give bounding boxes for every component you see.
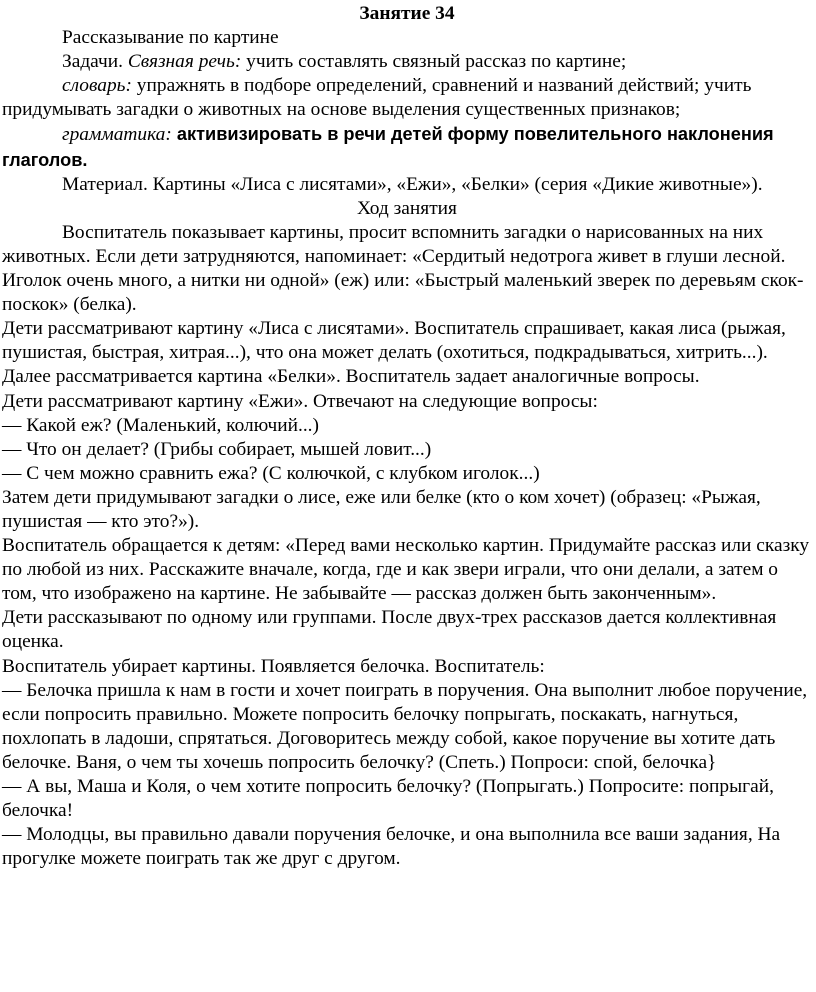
lesson-body <box>2 221 812 872</box>
body-paragraph: — Молодцы, вы правильно давали поручения белочке, и она выполнила все ваши задания, На прогулке можете поиграть так же друг с другом. <box>2 824 781 870</box>
body-paragraph: Воспитатель убирает картины. Появляется белочка. Воспитатель: <box>2 655 545 677</box>
body-paragraph: Воспитатель обращается к детям: «Перед вами несколько картин. Придумайте рассказ или сказку по любой из них. Расскажите вначале, когда, где и как звери играли, что они делали, а затем о том, что изображено на картине. Не забывайте — рассказ должен быть законченным». <box>2 535 810 605</box>
body-paragraph: — Какой еж? (Маленький, колючий...) <box>2 414 319 436</box>
body-paragraph: — А вы, Маша и Коля, о чем хотите попросить белочку? (Попрыгать.) Попросите: попрыгай, белочка! <box>2 776 774 822</box>
section-heading: Ход занятия <box>357 197 457 219</box>
body-paragraph: — Белочка пришла к нам в гости и хочет поиграть в поручения. Она выполнит любое поручение, если попросить правильно. Можете попросить белочку попрыгать, поскакать, нагнуться, похлопать в ладоши, спрятаться. Договоритесь между собой, какое поручение вы хотите дать белочке. Ваня, о чем ты хочешь попросить белочку? (Спеть.) Попроси: спой, белочка} <box>2 679 808 773</box>
speech-text: учить составлять связный рассказ по картине; <box>241 51 627 73</box>
grammar-text: активизировать в речи детей форму повелительного наклонения глаголов. <box>2 124 774 170</box>
tasks-lead: Задачи. <box>62 51 128 73</box>
vocab-label: словарь: <box>62 75 132 97</box>
tasks-grammar <box>2 122 812 172</box>
grammar-label: грамматика: <box>62 124 172 146</box>
tasks-vocab <box>2 74 812 122</box>
material: Материал. Картины «Лиса с лисятами», «Ежи», «Белки» (серия «Дикие животные»). <box>62 173 763 195</box>
body-paragraph: — С чем можно сравнить ежа? (С колючкой, с клубком иголок...) <box>2 462 540 484</box>
lesson-subtitle: Рассказывание по картине <box>62 27 279 49</box>
body-paragraph: Воспитатель показывает картины, просит вспомнить загадки о нарисованных на них животных. Если дети затрудняются, напоминает: «Сердитый недотрога живет в глуши лесной. Иголок очень много, а нитки ни одной» (еж) или: «Быстрый маленький зверек по деревьям скок-поскок» (белка). <box>2 221 804 316</box>
body-paragraph: Дети рассказывают по одному или группами. После двух-трех рассказов дается коллективная оценка. <box>2 607 777 653</box>
body-paragraph: — Что он делает? (Грибы собирает, мышей ловит...) <box>2 438 432 460</box>
body-paragraph: Затем дети придумывают загадки о лисе, еже или белке (кто о ком хочет) (образец: «Рыжая, пушистая — кто это?»). <box>2 486 761 532</box>
body-paragraph: Дети рассматривают картину «Ежи». Отвечают на следующие вопросы: <box>2 390 598 412</box>
speech-label: Связная речь: <box>127 51 242 73</box>
body-paragraph: Дети рассматривают картину «Лиса с лисятами». Воспитатель спрашивает, какая лиса (рыжая, пушистая, быстрая, хитрая...), что она может делать (охотиться, подкрадываться, хитрить...). Далее рассматривается картина «Белки». Воспитатель задает аналогичные вопросы. <box>2 318 786 388</box>
tasks-speech <box>2 50 812 74</box>
lesson-title: Занятие 34 <box>359 3 455 24</box>
vocab-text: упражнять в подборе определений, сравнений и названий действий; учить придумывать загадки о животных на основе выделения существенных признаков; <box>2 75 752 121</box>
